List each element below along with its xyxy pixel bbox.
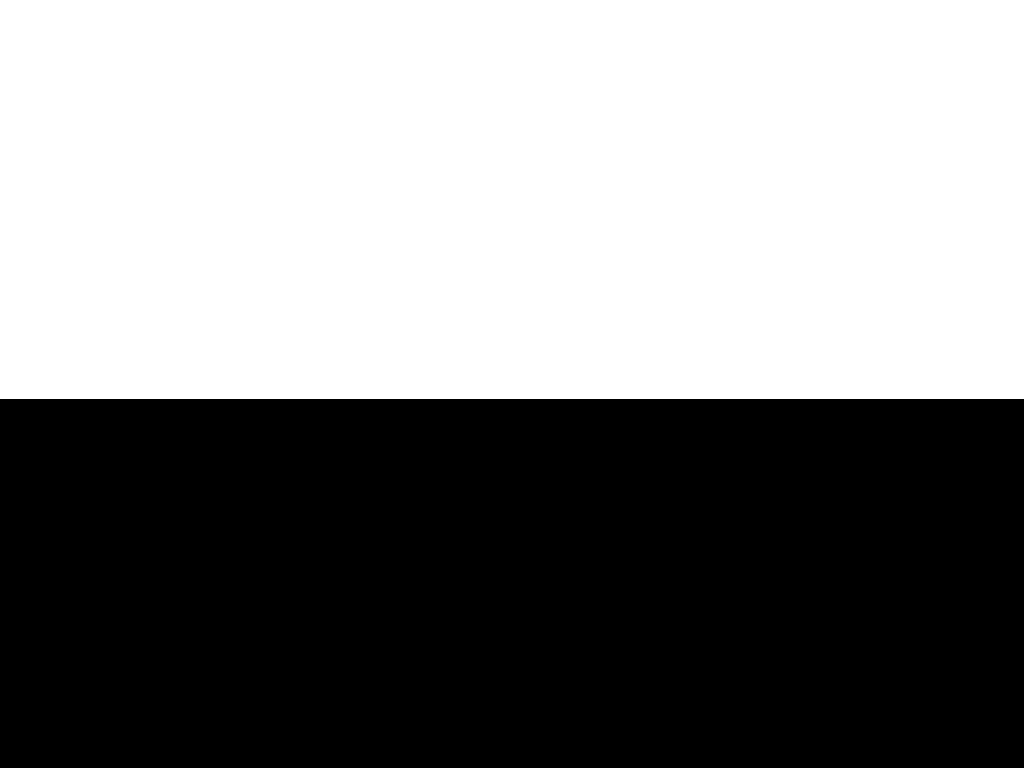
black-panel (0, 399, 1024, 768)
problem-one (64, 111, 984, 119)
